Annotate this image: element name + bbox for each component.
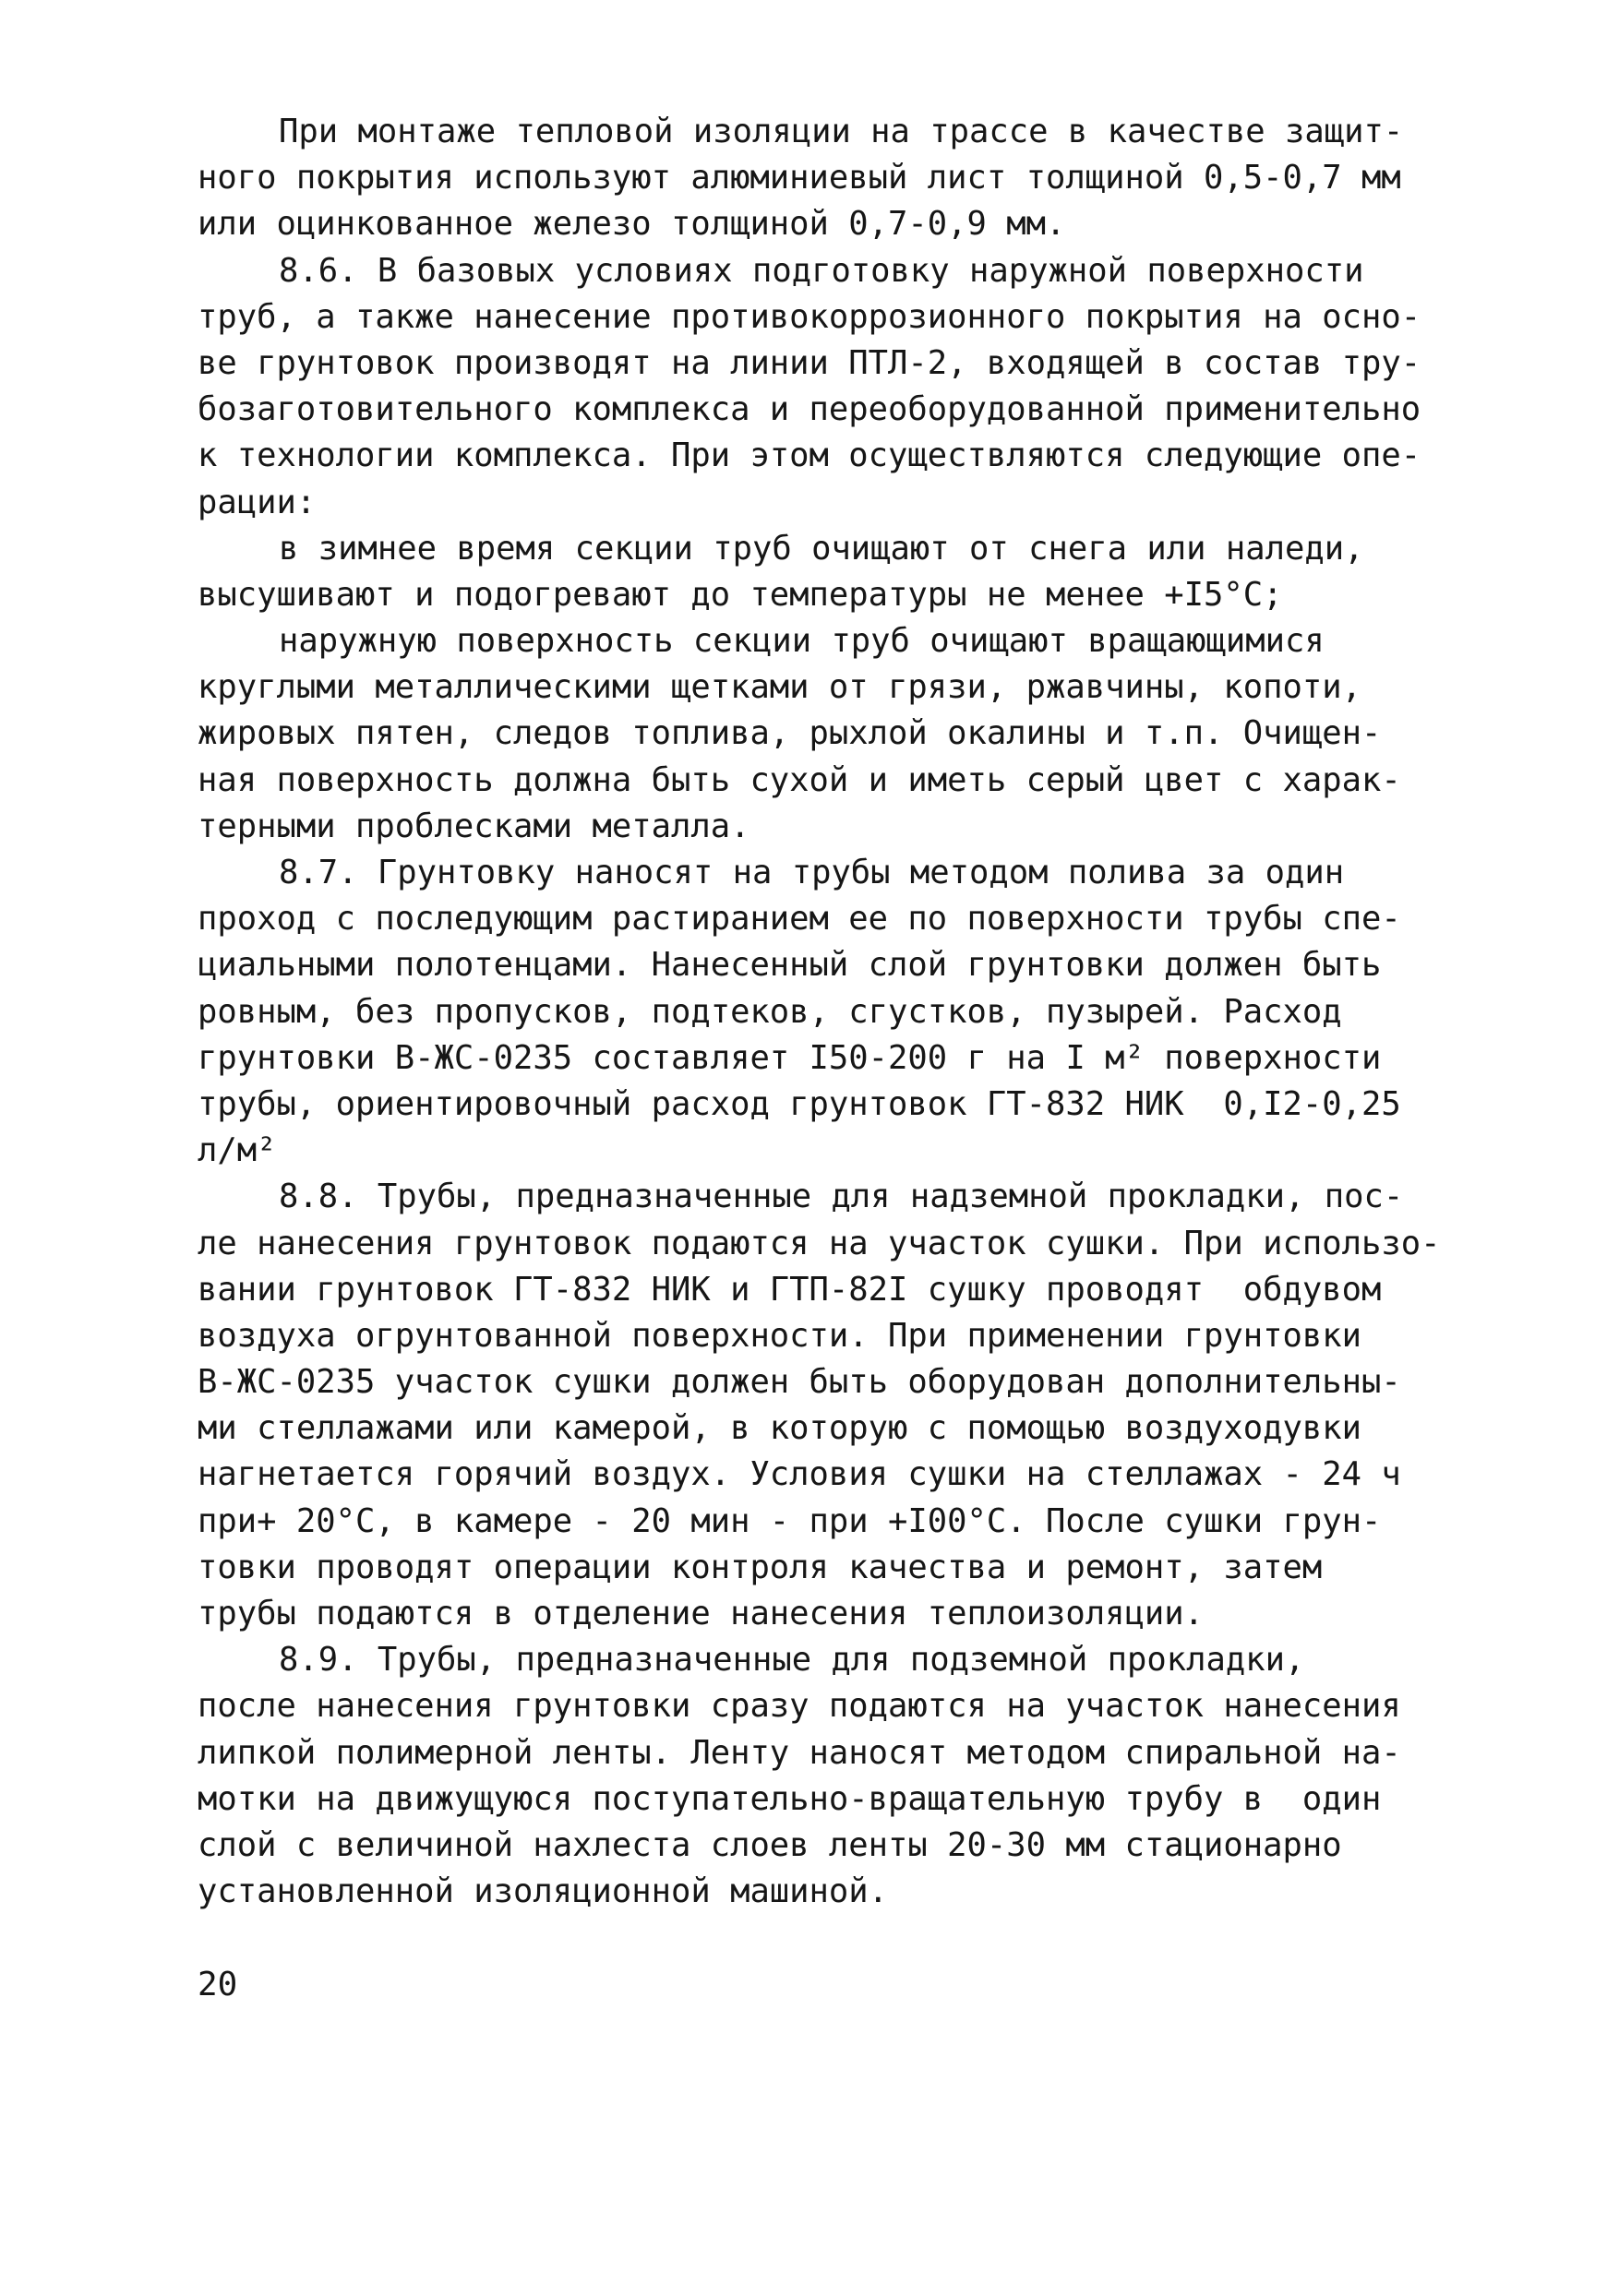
text-line: 8.8. Трубы, предназначенные для надземной прокладки, пос- bbox=[279, 1178, 1404, 1216]
text-line: труб, а также нанесение противокоррозионного покрытия на осно- bbox=[198, 297, 1421, 336]
text-line: установленной изоляционной машиной. bbox=[198, 1872, 889, 1911]
text-line: 8.6. В базовых условиях подготовку наружной поверхности bbox=[279, 251, 1364, 290]
text-line: высушивают и подогревают до температуры не менее +I5°С; bbox=[198, 575, 1283, 614]
text-line: мотки на движущуюся поступательно-вращательную трубу в один bbox=[198, 1779, 1382, 1818]
text-line: круглыми металлическими щетками от грязи, ржавчины, копоти, bbox=[198, 668, 1361, 707]
text-line: ного покрытия используют алюминиевый лист толщиной 0,5-0,7 мм bbox=[198, 159, 1401, 197]
text-line: бозаготовительного комплекса и переоборудованной применительно bbox=[198, 390, 1421, 429]
text-line: 8.9. Трубы, предназначенные для подземной прокладки, bbox=[279, 1641, 1305, 1680]
text-line: 8.7. Грунтовку наносят на трубы методом полива за один bbox=[279, 854, 1345, 891]
text-line: вании грунтовок ГТ-832 НИК и ГТП-82I сушку проводят обдувом bbox=[198, 1270, 1382, 1309]
text-line: л/м² bbox=[198, 1131, 277, 1170]
text-line: ле нанесения грунтовок подаются на участок сушки. При использо- bbox=[198, 1224, 1441, 1262]
text-line: терными проблесками металла. bbox=[198, 807, 750, 845]
text-line: ве грунтовок производят на линии ПТЛ-2, входящей в состав тру- bbox=[198, 343, 1421, 382]
text-line: наружную поверхность секции труб очищают вращающимися bbox=[279, 622, 1325, 661]
text-line: рации: bbox=[198, 483, 317, 521]
text-line: слой с величиной нахлеста слоев ленты 20-30 мм стационарно bbox=[198, 1825, 1342, 1864]
text-line: циальными полотенцами. Нанесенный слой грунтовки должен быть bbox=[198, 946, 1382, 985]
text-line: трубы подаются в отделение нанесения теплоизоляции. bbox=[198, 1595, 1205, 1632]
text-line: воздуха огрунтованной поверхности. При применении грунтовки bbox=[198, 1316, 1361, 1355]
text-line: в зимнее время секции труб очищают от снега или наледи, bbox=[279, 529, 1364, 568]
text-line: товки проводят операции контроля качества и ремонт, затем bbox=[198, 1548, 1323, 1586]
page-number: 20 bbox=[198, 1966, 238, 2003]
body-text bbox=[198, 109, 1441, 1915]
text-line: трубы, ориентировочный расход грунтовок ГТ-832 НИК 0,I2-0,25 bbox=[198, 1084, 1401, 1123]
text-line: жировых пятен, следов топлива, рыхлой окалины и т.п. Очищен- bbox=[198, 714, 1382, 753]
text-line: ровным, без пропусков, подтеков, сгустков, пузырей. Расход bbox=[198, 992, 1342, 1031]
text-line: нагнетается горячий воздух. Условия сушки на стеллажах - 24 ч bbox=[198, 1455, 1401, 1494]
text-line: В-ЖС-0235 участок сушки должен быть оборудован дополнительны- bbox=[198, 1363, 1401, 1402]
text-line: проход с последующим растиранием ее по поверхности трубы спе- bbox=[198, 900, 1401, 939]
text-line: При монтаже тепловой изоляции на трассе в качестве защит- bbox=[279, 113, 1404, 150]
text-line: при+ 20°С, в камере - 20 мин - при +I00°С. После сушки грун- bbox=[198, 1501, 1382, 1540]
text-line: ная поверхность должна быть сухой и иметь серый цвет с харак- bbox=[198, 760, 1401, 799]
text-line: грунтовки В-ЖС-0235 составляет I50-200 г на I м² поверхности bbox=[198, 1038, 1382, 1077]
text-line: ми стеллажами или камерой, в которую с помощью воздуходувки bbox=[198, 1409, 1361, 1448]
text-line: к технологии комплекса. При этом осуществляются следующие опе- bbox=[198, 436, 1421, 475]
text-line: липкой полимерной ленты. Ленту наносят методом спиральной на- bbox=[198, 1733, 1401, 1772]
text-line: после нанесения грунтовки сразу подаются на участок нанесения bbox=[198, 1687, 1401, 1726]
text-line: или оцинкованное железо толщиной 0,7-0,9 мм. bbox=[198, 205, 1066, 244]
